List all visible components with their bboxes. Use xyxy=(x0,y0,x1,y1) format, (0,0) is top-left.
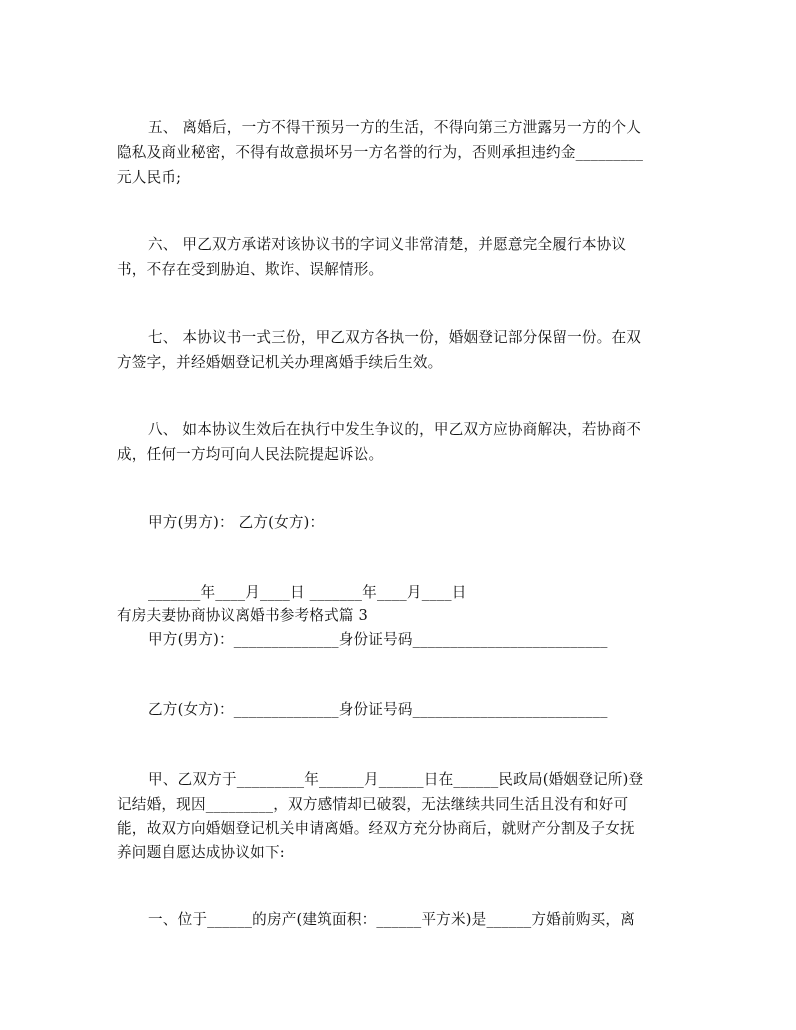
clause-6-line-2: 书，不存在受到胁迫、欺诈、误解情形。 xyxy=(117,261,384,278)
clause-7-line-2: 方签字，并经婚姻登记机关办理离婚手续后生效。 xyxy=(117,354,443,371)
clause-6-line-1: 六、 甲乙双方承诺对该协议书的字词义非常清楚，并愿意完全履行本协议 xyxy=(148,236,627,253)
intro-line-1: 甲、乙双方于_________年______月______日在______民政局(婚姻登记所)登 xyxy=(148,771,644,788)
intro-line-2: 记结婚，现因_________，双方感情却已破裂，无法继续共同生活且没有和好可 xyxy=(117,796,629,813)
intro-line-4: 养问题自愿达成协议如下: xyxy=(117,844,285,861)
signature-line: 甲方(男方)： 乙方(女方)： xyxy=(148,514,325,531)
clause-5-line-1: 五、 离婚后，一方不得干预另一方的生活，不得向第三方泄露另一方的个人 xyxy=(148,119,642,136)
clause-7-line-1: 七、 本协议书一式三份，甲乙双方各执一份，婚姻登记部分保留一份。在双 xyxy=(148,329,642,346)
date-line: _______年____月____日 _______年____月____日 xyxy=(148,584,467,601)
party-b-line: 乙方(女方)：______________身份证号码__________________________ xyxy=(148,701,608,718)
section-title: 有房夫妻协商协议离婚书参考格式篇 3 xyxy=(117,607,369,624)
party-a-line: 甲方(男方)：______________身份证号码__________________________ xyxy=(148,631,608,648)
clause-8-line-2: 成，任何一方均可向人民法院提起诉讼。 xyxy=(117,446,384,463)
clause-5-line-2: 隐私及商业秘密，不得有故意损坏另一方名誉的行为，否则承担违约金_________ xyxy=(117,144,644,161)
clause-8-line-1: 八、 如本协议生效后在执行中发生争议的，甲乙双方应协商解决，若协商不 xyxy=(148,421,642,438)
clause-5-line-3: 元人民币; xyxy=(117,169,182,186)
intro-line-3: 能，故双方向婚姻登记机关申请离婚。经双方充分协商后，就财产分割及子女抚 xyxy=(117,820,635,837)
item-1-line-1: 一、位于______的房产(建筑面积：______平方米)是______方婚前购买，离 xyxy=(148,911,635,928)
